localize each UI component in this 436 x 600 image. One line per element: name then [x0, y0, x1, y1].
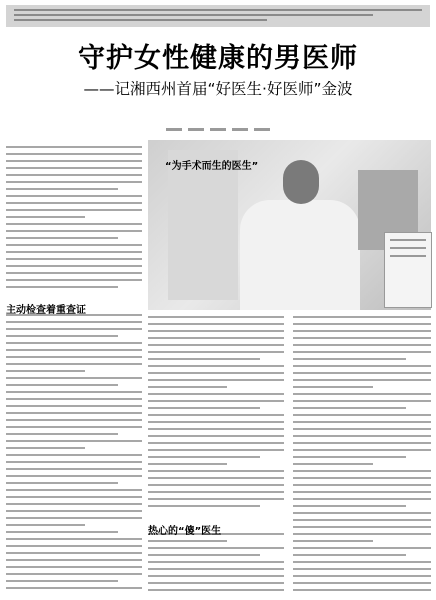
text-line: [148, 442, 284, 444]
text-line: [148, 358, 260, 360]
text-line: [148, 351, 284, 353]
byline-item: [210, 128, 226, 131]
text-line: [6, 349, 142, 351]
left-column: [6, 146, 142, 594]
article-title: 守护女性健康的男医师: [78, 43, 358, 74]
text-line: [6, 433, 118, 435]
text-line: [293, 414, 431, 416]
text-line: [148, 365, 284, 367]
text-line: [148, 407, 260, 409]
text-line: [6, 342, 142, 344]
text-line: [148, 379, 284, 381]
text-line: [148, 589, 284, 591]
text-line: [148, 337, 284, 339]
text-line: [293, 344, 431, 346]
text-line: [6, 279, 142, 281]
text-line: [6, 377, 142, 379]
text-line: [293, 407, 406, 409]
text-line: [148, 463, 227, 465]
text-line: [293, 505, 406, 507]
text-line: [6, 363, 142, 365]
text-line: [6, 440, 142, 442]
caption-text-line: [390, 255, 426, 257]
text-line: [6, 370, 85, 372]
text-line: [6, 566, 142, 568]
text-line: [6, 538, 142, 540]
text-line: [293, 519, 431, 521]
text-line: [293, 477, 431, 479]
text-line: [293, 568, 431, 570]
text-line: [148, 575, 284, 577]
text-line: [6, 209, 142, 211]
text-line: [6, 496, 142, 498]
text-line: [6, 475, 142, 477]
text-line: [293, 421, 431, 423]
text-line: [293, 484, 431, 486]
right-column: [293, 316, 431, 596]
text-line: [6, 216, 85, 218]
byline-item: [254, 128, 270, 131]
text-line: [293, 316, 431, 318]
text-line: [6, 160, 142, 162]
text-line: [293, 456, 406, 458]
text-line: [293, 470, 431, 472]
text-line: [293, 337, 431, 339]
text-line: [6, 531, 118, 533]
text-line: [293, 449, 431, 451]
text-line: [293, 428, 431, 430]
text-line: [6, 153, 142, 155]
text-line: [6, 265, 142, 267]
text-line: [293, 582, 431, 584]
text-line: [293, 442, 431, 444]
text-line: [6, 230, 142, 232]
text-line: [6, 251, 142, 253]
text-line: [6, 524, 85, 526]
text-line: [148, 547, 284, 549]
text-line: [293, 561, 431, 563]
text-line: [148, 316, 284, 318]
text-line: [148, 561, 284, 563]
text-line: [293, 512, 431, 514]
text-line: [6, 146, 142, 148]
byline: [0, 128, 436, 131]
text-line: [293, 540, 373, 542]
text-line: [6, 258, 142, 260]
paragraph-gap: [6, 293, 142, 300]
text-line: [148, 505, 260, 507]
text-line: [6, 188, 118, 190]
text-line: [6, 321, 142, 323]
text-line: [6, 587, 142, 589]
text-line: [6, 447, 85, 449]
photo-doctor-head: [283, 160, 319, 204]
text-line: [6, 167, 142, 169]
text-line: [6, 272, 142, 274]
text-line: [293, 351, 431, 353]
text-line: [148, 435, 284, 437]
section-heading-left: 主动检查着重查证: [6, 305, 86, 316]
text-line: [293, 589, 431, 591]
text-line: [148, 330, 284, 332]
text-line: [148, 498, 284, 500]
text-line: [6, 461, 142, 463]
text-line: [6, 559, 142, 561]
text-line: [148, 449, 284, 451]
text-line: [148, 484, 284, 486]
text-line: [6, 195, 142, 197]
text-line: [6, 419, 142, 421]
text-line: [293, 330, 431, 332]
text-line: [6, 244, 142, 246]
text-line: [293, 393, 431, 395]
byline-item: [166, 128, 182, 131]
text-line: [293, 372, 431, 374]
section-heading-bottom: 热心的“傻”医生: [148, 526, 222, 537]
text-line: [148, 386, 227, 388]
byline-item: [232, 128, 248, 131]
text-line: [6, 517, 142, 519]
text-line: [293, 547, 431, 549]
text-line: [148, 456, 260, 458]
text-line: [6, 503, 142, 505]
text-line: [293, 533, 431, 535]
text-line: [293, 365, 431, 367]
text-line: [148, 393, 284, 395]
photo-caption: [384, 232, 432, 308]
text-line: [148, 540, 227, 542]
text-line: [293, 575, 431, 577]
text-line: [6, 552, 142, 554]
intro-banner: [6, 5, 430, 27]
middle-column: [148, 316, 284, 596]
section-heading-middle: “为手术而生的医生”: [165, 161, 259, 172]
banner-text-line: [14, 9, 422, 11]
text-line: [293, 379, 431, 381]
text-line: [293, 491, 431, 493]
text-line: [148, 400, 284, 402]
caption-text-line: [390, 247, 426, 249]
text-line: [6, 454, 142, 456]
text-line: [6, 412, 142, 414]
text-line: [6, 174, 142, 176]
text-line: [6, 489, 142, 491]
text-line: [148, 323, 284, 325]
text-line: [148, 344, 284, 346]
text-line: [293, 358, 406, 360]
text-line: [6, 468, 142, 470]
text-line: [6, 384, 118, 386]
article-subtitle: ——记湘西州首届“好医生·好医师”金波: [83, 80, 353, 98]
text-line: [293, 386, 373, 388]
text-line: [6, 545, 142, 547]
text-line: [293, 463, 373, 465]
text-line: [6, 391, 142, 393]
photo-doorway: [168, 150, 238, 300]
text-line: [6, 426, 142, 428]
text-line: [293, 554, 406, 556]
text-line: [6, 237, 118, 239]
text-line: [6, 356, 142, 358]
text-line: [6, 181, 142, 183]
text-line: [148, 554, 260, 556]
text-line: [148, 491, 284, 493]
text-line: [6, 398, 142, 400]
text-line: [293, 323, 431, 325]
text-line: [6, 223, 142, 225]
text-line: [6, 580, 118, 582]
banner-text-line: [14, 14, 373, 16]
text-line: [148, 470, 284, 472]
text-line: [148, 421, 284, 423]
text-line: [148, 414, 284, 416]
text-line: [148, 568, 284, 570]
text-line: [6, 328, 142, 330]
text-line: [293, 435, 431, 437]
text-line: [6, 286, 118, 288]
text-line: [148, 477, 284, 479]
text-line: [6, 573, 142, 575]
text-line: [6, 405, 142, 407]
text-line: [148, 372, 284, 374]
paragraph-gap: [148, 512, 284, 519]
text-line: [293, 498, 431, 500]
text-line: [6, 202, 142, 204]
photo-doctor-coat: [240, 200, 360, 310]
text-line: [6, 335, 118, 337]
text-line: [293, 400, 431, 402]
text-line: [148, 582, 284, 584]
caption-text-line: [390, 239, 426, 241]
text-line: [148, 428, 284, 430]
text-line: [6, 510, 142, 512]
text-line: [293, 526, 431, 528]
text-line: [6, 482, 118, 484]
banner-text-line: [14, 19, 267, 21]
byline-item: [188, 128, 204, 131]
